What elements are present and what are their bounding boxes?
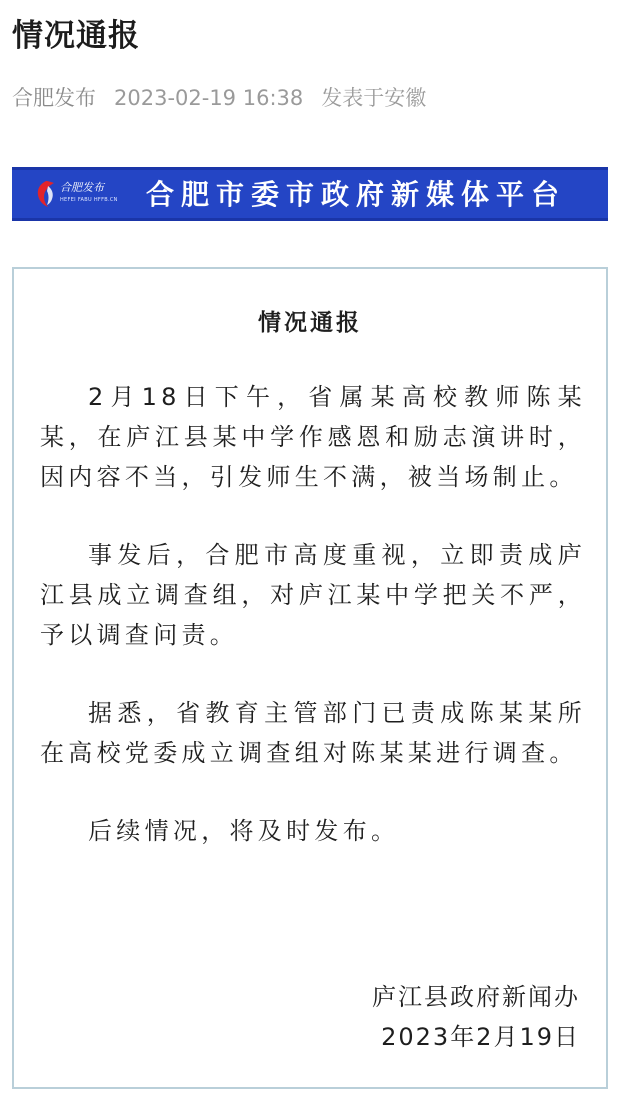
notice-issuer: 庐江县政府新闻办	[372, 983, 580, 1011]
banner-logo-subtext: HEFEI FABU HFFB.CN	[60, 197, 118, 203]
publish-datetime: 2023-02-19 16:38	[114, 86, 304, 110]
article-meta	[12, 83, 426, 113]
notice-paragraph: 事发后，合肥市高度重视，立即责成庐江县成立调查组，对庐江某中学把关不严，予以调查问责。	[40, 541, 586, 649]
banner-title: 合肥市委市政府新媒体平台	[146, 178, 567, 211]
notice-signature	[372, 977, 580, 1057]
notice-heading: 情况通报	[258, 310, 362, 336]
account-name-link[interactable]: 合肥发布	[12, 86, 96, 110]
notice-body	[40, 377, 586, 851]
banner-logo-text: 合肥发布	[60, 181, 104, 194]
publish-location: 发表于安徽	[321, 86, 427, 110]
notice-card	[12, 267, 608, 1089]
banner-logo	[34, 176, 126, 212]
media-platform-banner	[12, 167, 608, 221]
notice-date: 2023年2月19日	[381, 1023, 580, 1051]
hefei-fabu-logo-icon	[34, 180, 58, 208]
article-title: 情况通报	[12, 18, 140, 54]
notice-paragraph: 据悉，省教育主管部门已责成陈某某所在高校党委成立调查组对陈某某进行调查。	[40, 699, 586, 767]
notice-paragraph: 后续情况，将及时发布。	[88, 817, 400, 845]
notice-paragraph: 2月18日下午，省属某高校教师陈某某，在庐江县某中学作感恩和励志演讲时，因内容不当，引发师生不满，被当场制止。	[40, 383, 586, 491]
